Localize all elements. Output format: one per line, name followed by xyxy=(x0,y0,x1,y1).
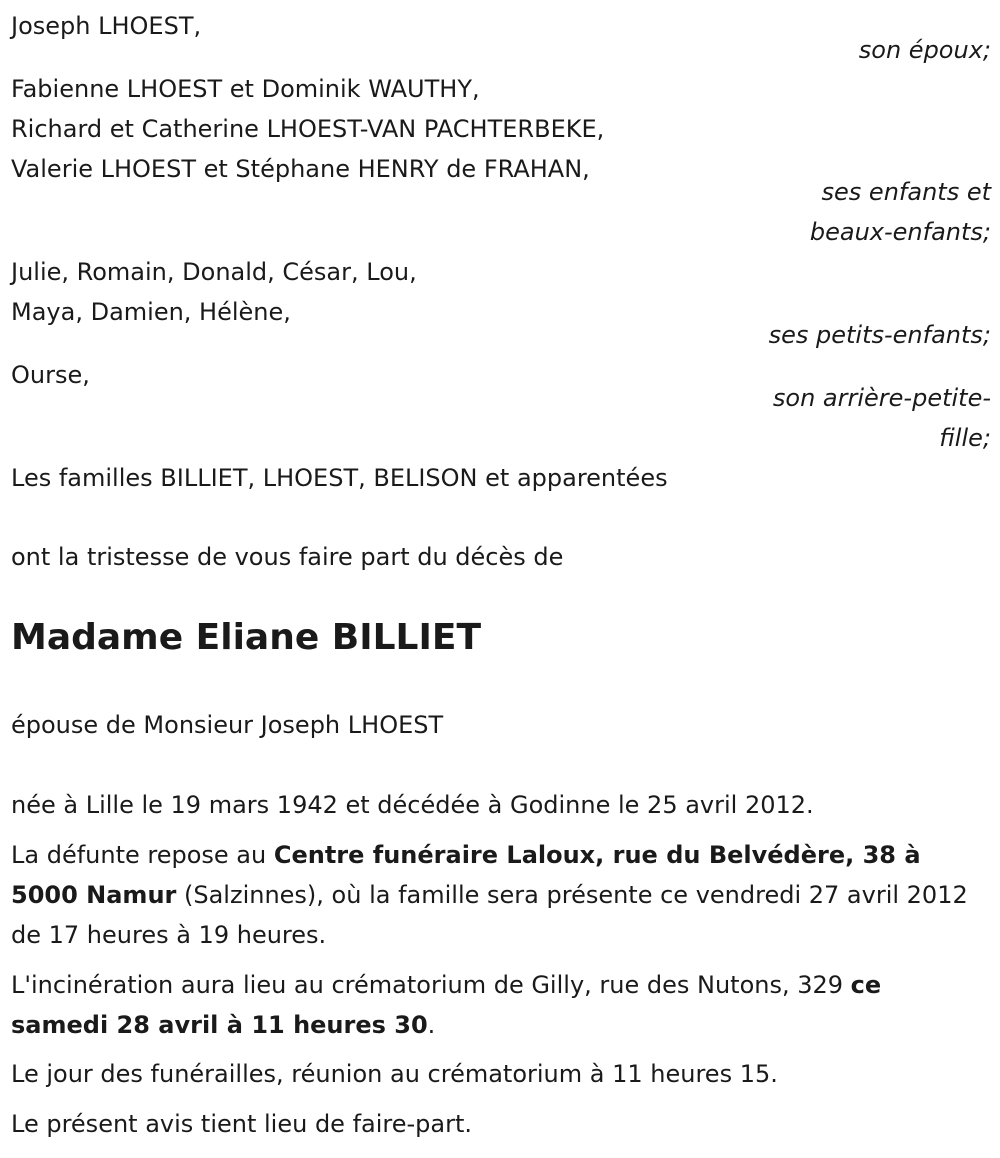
child-line-2: Richard et Catherine LHOEST-VAN PACHTERBEKE, xyxy=(11,115,605,143)
great-grandchild-role-line-2: fille; xyxy=(939,424,991,452)
cremation-intro: L'incinération aura lieu au crématorium de Gilly, rue des Nutons, 329 xyxy=(11,971,851,999)
notice-line: Le présent avis tient lieu de faire-part. xyxy=(11,1110,473,1138)
cremation-when: ce samedi 28 avril à 11 heures 30 xyxy=(11,971,882,1039)
viewing-place: Centre funéraire Laloux, rue du Belvédère, 38 à 5000 Namur xyxy=(11,841,921,909)
cremation-paragraph xyxy=(11,965,986,1045)
cremation-end: . xyxy=(427,1011,436,1039)
birth-death-line: née à Lille le 19 mars 1942 et décédée à Godinne le 25 avril 2012. xyxy=(11,791,814,819)
viewing-intro: La défunte repose au xyxy=(11,841,274,869)
grandchildren-role: ses petits-enfants; xyxy=(768,321,991,349)
great-grandchild-name: Ourse, xyxy=(11,361,90,389)
children-role-line-2: beaux-enfants; xyxy=(809,218,991,246)
husband-name: Joseph LHOEST, xyxy=(11,12,202,40)
child-line-3: Valerie LHOEST et Stéphane HENRY de FRAHAN, xyxy=(11,155,590,183)
announcement-line: ont la tristesse de vous faire part du décès de xyxy=(11,543,564,571)
great-grandchild-role-line-1: son arrière-petite- xyxy=(772,384,991,412)
children-role-line-1: ses enfants et xyxy=(821,178,991,206)
child-line-1: Fabienne LHOEST et Dominik WAUTHY, xyxy=(11,75,480,103)
families-line: Les familles BILLIET, LHOEST, BELISON et apparentées xyxy=(11,464,668,492)
spouse-line: épouse de Monsieur Joseph LHOEST xyxy=(11,711,444,739)
meeting-line: Le jour des funérailles, réunion au crématorium à 11 heures 15. xyxy=(11,1060,778,1088)
viewing-paragraph xyxy=(11,835,986,955)
deceased-name: Madame Eliane BILLIET xyxy=(11,617,482,658)
grandchildren-line-2: Maya, Damien, Hélène, xyxy=(11,298,291,326)
husband-role: son époux; xyxy=(858,36,991,64)
grandchildren-line-1: Julie, Romain, Donald, César, Lou, xyxy=(11,258,417,286)
viewing-rest: (Salzinnes), où la famille sera présente ce vendredi 27 avril 2012 de 17 heures à 19 heures. xyxy=(11,881,968,949)
